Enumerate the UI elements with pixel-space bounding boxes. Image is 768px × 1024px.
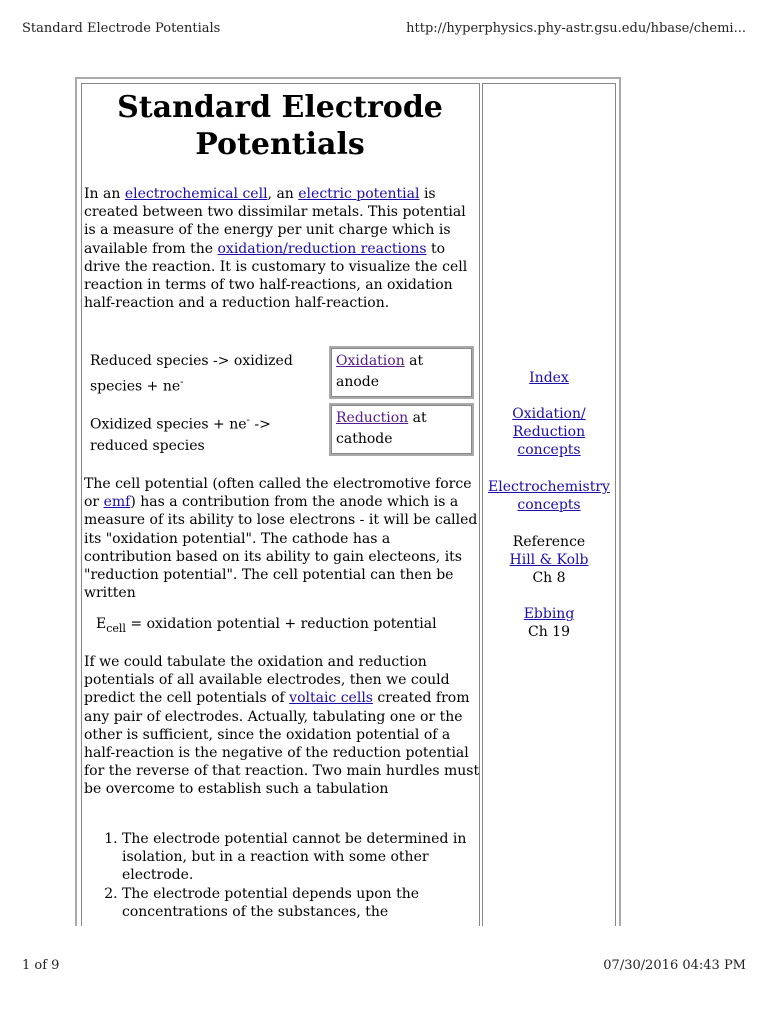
- voltaic-cells-link[interactable]: voltaic cells: [289, 690, 373, 707]
- oxidation-half-reaction: Reduced species -> oxidized species + ne-: [90, 353, 293, 395]
- oxidation-reduction-reactions-link[interactable]: oxidation/reduction reactions: [217, 240, 427, 257]
- hurdles-list: [84, 830, 480, 921]
- page-frame: [75, 77, 621, 926]
- emf-link[interactable]: emf: [103, 494, 131, 511]
- print-footer-page: 1 of 9: [22, 958, 60, 973]
- sidebar-index: [483, 369, 615, 387]
- oxidation-link[interactable]: Oxidation: [336, 353, 405, 369]
- hill-kolb-link[interactable]: Hill & Kolb: [509, 552, 589, 568]
- redox-concepts-link[interactable]: Oxidation/ Reduction concepts: [512, 406, 586, 459]
- intro-paragraph: In an electrochemical cell, an electric potential is created between two dissimilar metals. This potential is a measure of the energy per unit charge which is available from the oxidation/reduction reactions to drive the reaction. It is customary to visualize the cell reaction in terms of two half-reactions, an oxidation half-reaction and a reduction half-reaction.: [84, 186, 468, 312]
- sidebar-hill-kolb: [483, 551, 615, 569]
- main-content: [81, 83, 480, 926]
- reduction-link[interactable]: Reduction: [336, 410, 409, 426]
- print-header-url: http://hyperphysics.phy-astr.gsu.edu/hbase/chemi...: [406, 21, 746, 36]
- list-item: 2. The electrode potential depends upon the concentrations of the substances, the: [122, 885, 480, 921]
- index-link[interactable]: Index: [529, 370, 569, 386]
- sidebar-redox-concepts: [483, 405, 615, 460]
- tabulation-paragraph: If we could tabulate the oxidation and reduction potentials of all available electrodes, then we could predict the cell potentials of voltaic cells created from any pair of electrodes. Actually, tabulating one or the other is sufficient, since the oxidation potential of a half-reaction is the negative of the reduction potential for the reverse of that reaction. Two main hurdles must be overcome to establish such a tabulation: [84, 654, 480, 798]
- list-item: 1. The electrode potential cannot be determined in isolation, but in a reaction with some other electrode.: [122, 830, 480, 885]
- oxidation-box: Oxidation at anode: [329, 346, 474, 399]
- cell-potential-paragraph: The cell potential (often called the electromotive force or emf) has a contribution from the anode which is a measure of its ability to lose electrons - it will be called its "oxidation potential". The cathode has a contribution based on its ability to gain electeons, its "reduction potential". The cell potential can then be written: [84, 476, 478, 602]
- ebbing-link[interactable]: Ebbing: [523, 606, 575, 622]
- sidebar: [482, 83, 616, 926]
- sidebar-reference-label: Reference: [512, 534, 586, 550]
- electrochemical-cell-link[interactable]: electrochemical cell: [124, 186, 268, 202]
- sidebar-ebbing: [483, 605, 615, 623]
- reduction-half-reaction: Oxidized species + ne- -> reduced species: [90, 415, 271, 454]
- print-footer-datetime: 07/30/2016 04:43 PM: [603, 958, 746, 973]
- electric-potential-link[interactable]: electric potential: [298, 186, 420, 202]
- print-header-title: Standard Electrode Potentials: [22, 21, 221, 36]
- sidebar-ebbing-chapter: Ch 19: [528, 624, 570, 640]
- page-title: Standard Electrode Potentials: [117, 90, 443, 162]
- sidebar-hill-chapter: Ch 8: [532, 570, 566, 586]
- cell-potential-equation: $E_{cell}$ = oxidation potential + reduction potential: [96, 616, 437, 635]
- sidebar-electrochemistry-concepts: [483, 478, 615, 514]
- electrochemistry-concepts-link[interactable]: Electrochemistry concepts: [488, 479, 610, 514]
- reduction-box: Reduction at cathode: [329, 403, 474, 456]
